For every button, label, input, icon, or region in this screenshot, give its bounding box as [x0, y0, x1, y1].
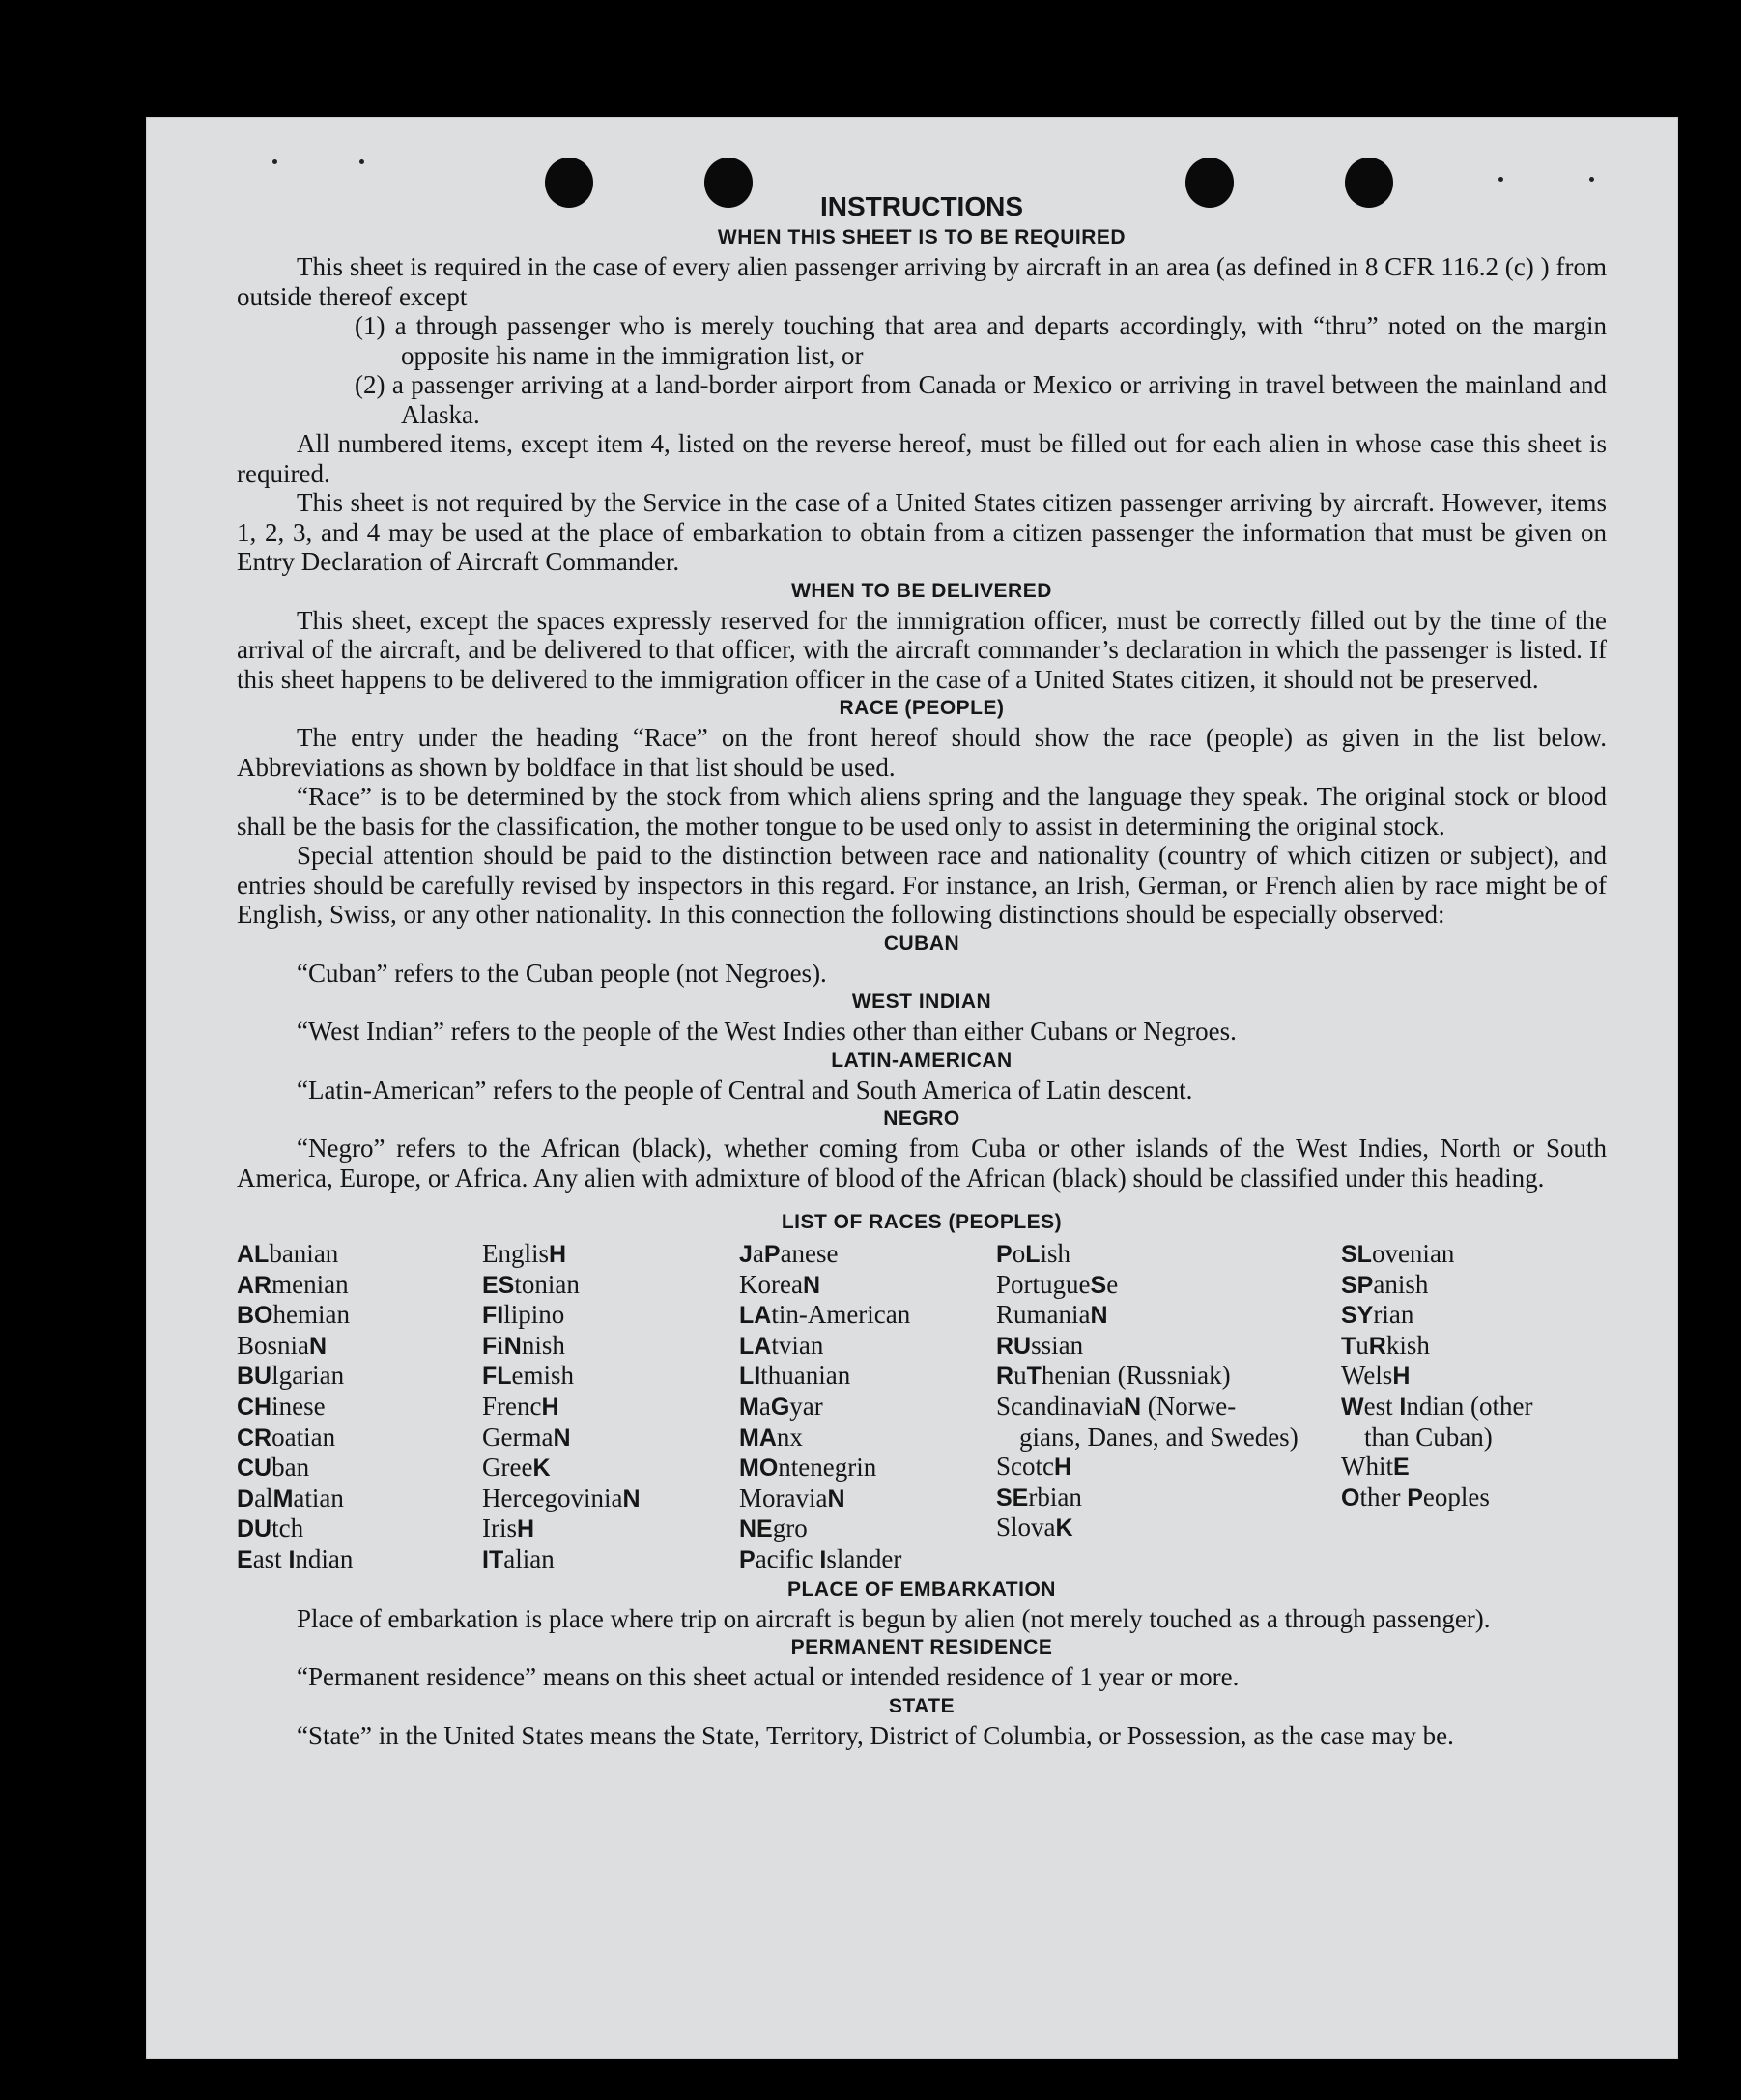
race-item [996, 1482, 1341, 1513]
embarkation-text: Place of embarkation is place where trip on aircraft is begun by alien (not merely touched as a through passenger). [297, 1603, 1491, 1633]
race-abbrev: CR [237, 1424, 272, 1452]
heading-west-indian: WEST INDIAN [851, 991, 992, 1013]
race-abbrev: N [827, 1484, 845, 1512]
cuban-text: “Cuban” refers to the Cuban people (not Negroes). [297, 958, 827, 988]
when-delivered-text: This sheet, except the spaces expressly reserved for the immigration officer, must be correctly filled out by the time of the arrival of the aircraft, and be delivered to that officer, with the aircraft commander’s declaration in which the passenger is listed. If this sheet happens to be delivered to the immigration officer in the case of a United States citizen, it should not be preserved. [237, 605, 1607, 694]
race-item [237, 1483, 482, 1514]
race-abbrev: T [1341, 1332, 1356, 1360]
speck [272, 159, 277, 164]
race-text: u [1013, 1361, 1027, 1391]
race-text: Scotc [996, 1452, 1054, 1482]
race-text-continued: gians, Danes, and Swedes) [1019, 1422, 1299, 1452]
race-item [482, 1544, 739, 1575]
race-abbrev: MA [739, 1424, 777, 1452]
race-item [237, 1544, 482, 1575]
race-text: Whit [1341, 1452, 1393, 1482]
race-text: ther [1359, 1482, 1408, 1511]
race-abbrev: LI [739, 1363, 761, 1391]
race-abbrev: N [309, 1332, 328, 1360]
race-item [482, 1270, 739, 1301]
race-para: Special attention should be paid to the distinction between race and nationality (country of which citizen or subject), and entries should be carefully revised by inspectors in this regard. For instance, an Irish, German, or French alien by race might be of English, Swiss, or any other nationality. In this connection the following distinctions should be especially observed: [237, 841, 1607, 929]
race-abbrev: SP [1341, 1271, 1374, 1299]
race-abbrev: H [549, 1241, 567, 1268]
race-text: u [1356, 1330, 1369, 1360]
race-item [237, 1392, 482, 1423]
when-required-para: This sheet is not required by the Service in the case of a United States citizen passenger arriving by aircraft. However, items 1, 2, 3, and 4 may be used at the place of embarkation to obtain from a citizen passenger the information that must be given on Entry Declaration of Aircraft Commander. [237, 488, 1607, 576]
race-item [739, 1392, 996, 1423]
race-abbrev: I [288, 1545, 296, 1573]
race-text: al [254, 1482, 273, 1512]
race-item [996, 1512, 1341, 1543]
race-text: rian [1373, 1300, 1414, 1330]
race-item [739, 1483, 996, 1514]
race-item [739, 1239, 996, 1270]
instructions-content [237, 190, 1607, 1750]
race-item [996, 1270, 1341, 1301]
race-text: nish [521, 1330, 565, 1360]
heading-when-required: WHEN THIS SHEET IS TO BE REQUIRED [717, 226, 1127, 248]
race-abbrev: W [1341, 1393, 1364, 1421]
race-text: anese [780, 1239, 839, 1268]
race-abbrev: J [739, 1241, 753, 1268]
race-para: The entry under the heading “Race” on the front hereof should show the race (people) as given in the list below. Abbreviations as shown by boldface in that list should be used. [237, 723, 1607, 782]
race-item [739, 1513, 996, 1544]
heading-latin-american: LATIN-AMERICAN [831, 1049, 1013, 1072]
race-item [739, 1423, 996, 1453]
race-item [237, 1361, 482, 1392]
race-abbrev: LA [739, 1332, 772, 1360]
race-abbrev: P [1407, 1483, 1423, 1511]
race-text: menian [271, 1269, 349, 1299]
negro-text: “Negro” refers to the African (black), whether coming from Cuba or other islands of the West Indies, North or South America, Europe, or Africa. Any alien with admixture of blood of the African (black) should be classified under this heading. [237, 1134, 1607, 1193]
race-text: kish [1385, 1330, 1430, 1360]
race-abbrev: AL [237, 1241, 270, 1268]
speck [359, 159, 364, 164]
race-text: a [752, 1239, 764, 1268]
race-text: slander [826, 1543, 902, 1573]
race-abbrev: N [503, 1332, 522, 1360]
race-item [739, 1300, 996, 1331]
heading-negro: NEGRO [883, 1108, 960, 1130]
race-item [1341, 1482, 1607, 1513]
race-text: lgarian [271, 1361, 345, 1391]
race-abbrev: CU [237, 1454, 272, 1482]
race-abbrev: L [1025, 1241, 1041, 1268]
race-text: yar [789, 1391, 823, 1421]
race-text: o [1012, 1239, 1026, 1268]
race-item [1341, 1361, 1607, 1392]
race-abbrev: M [272, 1484, 294, 1512]
race-abbrev: S [1090, 1271, 1107, 1299]
race-abbrev: K [1055, 1514, 1073, 1542]
race-text: tonian [514, 1269, 580, 1299]
race-item [482, 1483, 739, 1514]
heading-race: RACE (PEOPLE) [839, 697, 1005, 719]
race-text: a [758, 1391, 771, 1421]
race-text: tch [271, 1513, 304, 1543]
race-text: emish [511, 1361, 575, 1391]
when-required-intro: This sheet is required in the case of every alien passenger arriving by aircraft in an area (as defined in 8 CFR 116.2 (c) ) from outside thereof except [237, 252, 1607, 311]
heading-embarkation: PLACE OF EMBARKATION [787, 1577, 1056, 1600]
race-text: ndian [295, 1543, 354, 1573]
race-item [1341, 1300, 1607, 1331]
race-abbrev: FL [482, 1363, 512, 1391]
race-text: Rumania [996, 1300, 1091, 1330]
race-abbrev: E [237, 1545, 253, 1573]
race-item [482, 1513, 739, 1544]
west-indian-text: “West Indian” refers to the people of the West Indies other than either Cubans or Negroes. [297, 1017, 1237, 1046]
race-item [482, 1392, 739, 1423]
race-text: nx [776, 1422, 803, 1452]
race-text: Englis [482, 1239, 550, 1268]
races-column [237, 1239, 482, 1575]
race-text: atian [293, 1482, 344, 1512]
race-item [237, 1423, 482, 1453]
race-text: rbian [1028, 1482, 1082, 1511]
race-abbrev: E [1393, 1453, 1410, 1482]
race-abbrev: O [1341, 1483, 1360, 1511]
race-text: Frenc [482, 1391, 542, 1421]
race-text-continued: than Cuban) [1364, 1422, 1493, 1452]
race-item [996, 1392, 1341, 1452]
race-text: anish [1373, 1269, 1429, 1299]
race-abbrev: T [1026, 1363, 1042, 1391]
race-abbrev: FI [482, 1302, 504, 1330]
races-list [237, 1239, 1607, 1575]
race-abbrev: LA [739, 1302, 772, 1330]
race-abbrev: K [532, 1454, 551, 1482]
race-abbrev: N [1123, 1393, 1142, 1421]
race-text: tvian [771, 1330, 824, 1360]
race-abbrev: N [553, 1424, 571, 1452]
race-text: ntenegrin [778, 1453, 877, 1482]
race-item [237, 1300, 482, 1331]
race-item [996, 1361, 1341, 1392]
race-item [237, 1331, 482, 1362]
race-item [482, 1239, 739, 1270]
race-abbrev: SY [1341, 1302, 1374, 1330]
race-item [996, 1452, 1341, 1482]
race-text: ast [252, 1543, 289, 1573]
race-text: tin-American [771, 1300, 911, 1330]
race-text: Wels [1341, 1361, 1393, 1391]
race-text: Hercegovinia [482, 1482, 623, 1512]
race-text: ovenian [1371, 1239, 1455, 1268]
race-abbrev: F [482, 1332, 498, 1360]
race-abbrev: H [541, 1393, 559, 1421]
race-abbrev: G [770, 1393, 790, 1421]
race-abbrev: SE [996, 1483, 1029, 1511]
residence-text: “Permanent residence” means on this sheet actual or intended residence of 1 year or more. [297, 1662, 1240, 1692]
race-abbrev: NE [739, 1515, 773, 1543]
race-abbrev: H [517, 1515, 535, 1543]
heading-when-delivered: WHEN TO BE DELIVERED [791, 579, 1052, 602]
race-text: gro [772, 1513, 808, 1543]
races-column [482, 1239, 739, 1575]
race-abbrev: P [739, 1545, 756, 1573]
race-abbrev: H [1054, 1453, 1072, 1482]
race-text: Slova [996, 1512, 1056, 1542]
race-item [996, 1300, 1341, 1331]
race-abbrev: N [622, 1484, 641, 1512]
race-para: “Race” is to be determined by the stock from which aliens spring and the language they speak. The original stock or blood shall be the basis for the classification, the mother tongue to be used only to assist in determining the original stock. [237, 782, 1607, 841]
race-text: e [1106, 1269, 1119, 1299]
race-text: Korea [739, 1269, 803, 1299]
race-text: lipino [503, 1300, 565, 1330]
speck [1498, 177, 1503, 182]
race-text: ban [271, 1453, 310, 1482]
race-abbrev: H [1392, 1363, 1411, 1391]
race-text: Gree [482, 1453, 533, 1482]
race-text: (Norwe- [1141, 1391, 1237, 1421]
race-abbrev: M [739, 1393, 759, 1421]
race-item [739, 1544, 996, 1575]
race-text: banian [269, 1239, 339, 1268]
race-text: est [1363, 1391, 1400, 1421]
race-item [482, 1361, 739, 1392]
heading-state: STATE [888, 1694, 956, 1717]
race-abbrev: I [1399, 1393, 1407, 1421]
race-item [1341, 1452, 1607, 1482]
race-abbrev: BU [237, 1363, 272, 1391]
page-title: INSTRUCTIONS [820, 191, 1023, 221]
heading-cuban: CUBAN [883, 932, 960, 955]
race-abbrev: CH [237, 1393, 272, 1421]
race-text: eoples [1422, 1482, 1490, 1511]
race-text: Scandinavia [996, 1391, 1124, 1421]
state-text: “State” in the United States means the State, Territory, District of Columbia, or Possession, as the case may be. [297, 1720, 1454, 1750]
race-item [482, 1423, 739, 1453]
race-item [482, 1300, 739, 1331]
race-item [1341, 1392, 1607, 1452]
race-abbrev: N [1090, 1302, 1108, 1330]
document-sheet [146, 117, 1678, 2059]
race-abbrev: RU [996, 1332, 1032, 1360]
race-abbrev: AR [237, 1271, 272, 1299]
races-column [996, 1239, 1341, 1575]
race-item [739, 1331, 996, 1362]
race-text: Moravia [739, 1482, 828, 1512]
race-text: Germa [482, 1422, 554, 1452]
race-item [482, 1331, 739, 1362]
race-abbrev: R [1368, 1332, 1386, 1360]
race-item [237, 1453, 482, 1483]
race-text: ndian (other [1406, 1391, 1533, 1421]
race-item [237, 1239, 482, 1270]
race-abbrev: R [996, 1363, 1014, 1391]
race-text: inese [271, 1391, 326, 1421]
race-item [237, 1513, 482, 1544]
race-item [996, 1239, 1341, 1270]
race-text: ish [1040, 1239, 1070, 1268]
exception-item: (2) a passenger arriving at a land-border airport from Canada or Mexico or arriving in travel between the mainland and Alaska. [355, 370, 1607, 429]
heading-list-of-races: LIST OF RACES (PEOPLES) [781, 1211, 1063, 1233]
speck [1589, 177, 1594, 182]
race-text: acific [755, 1543, 820, 1573]
race-abbrev: BO [237, 1302, 273, 1330]
races-column [739, 1239, 996, 1575]
race-text: Iris [482, 1513, 517, 1543]
race-text: henian (Russniak) [1041, 1361, 1231, 1391]
exception-item: (1) a through passenger who is merely touching that area and departs accordingly, with “thru” noted on the margin opposite his name in the immigration list, or [355, 311, 1607, 370]
race-item [1341, 1331, 1607, 1362]
race-item [1341, 1270, 1607, 1301]
race-abbrev: P [763, 1241, 781, 1268]
heading-permanent-residence: PERMANENT RESIDENCE [790, 1636, 1053, 1659]
race-item [996, 1331, 1341, 1362]
race-text: Bosnia [237, 1330, 310, 1360]
race-text: ssian [1031, 1330, 1084, 1360]
race-abbrev: ES [482, 1271, 515, 1299]
race-item [739, 1361, 996, 1392]
race-text: alian [503, 1543, 555, 1573]
race-abbrev: N [802, 1271, 821, 1299]
race-text: oatian [271, 1422, 336, 1452]
race-abbrev: DU [237, 1515, 272, 1543]
race-abbrev: I [819, 1545, 827, 1573]
when-required-para: All numbered items, except item 4, listed on the reverse hereof, must be filled out for each alien in whose case this sheet is required. [237, 429, 1607, 488]
latin-american-text: “Latin-American” refers to the people of Central and South America of Latin descent. [297, 1075, 1193, 1105]
race-text: i [497, 1330, 504, 1360]
race-abbrev: IT [482, 1545, 504, 1573]
race-abbrev: P [996, 1241, 1013, 1268]
race-text: thuanian [760, 1361, 851, 1391]
race-text: hemian [272, 1300, 350, 1330]
race-item [1341, 1239, 1607, 1270]
race-abbrev: SL [1341, 1241, 1372, 1268]
race-item [482, 1453, 739, 1483]
race-item [739, 1453, 996, 1483]
races-column [1341, 1239, 1607, 1575]
race-text: Portugue [996, 1269, 1091, 1299]
race-item [739, 1270, 996, 1301]
race-abbrev: D [237, 1484, 255, 1512]
race-item [237, 1270, 482, 1301]
race-abbrev: MO [739, 1454, 779, 1482]
